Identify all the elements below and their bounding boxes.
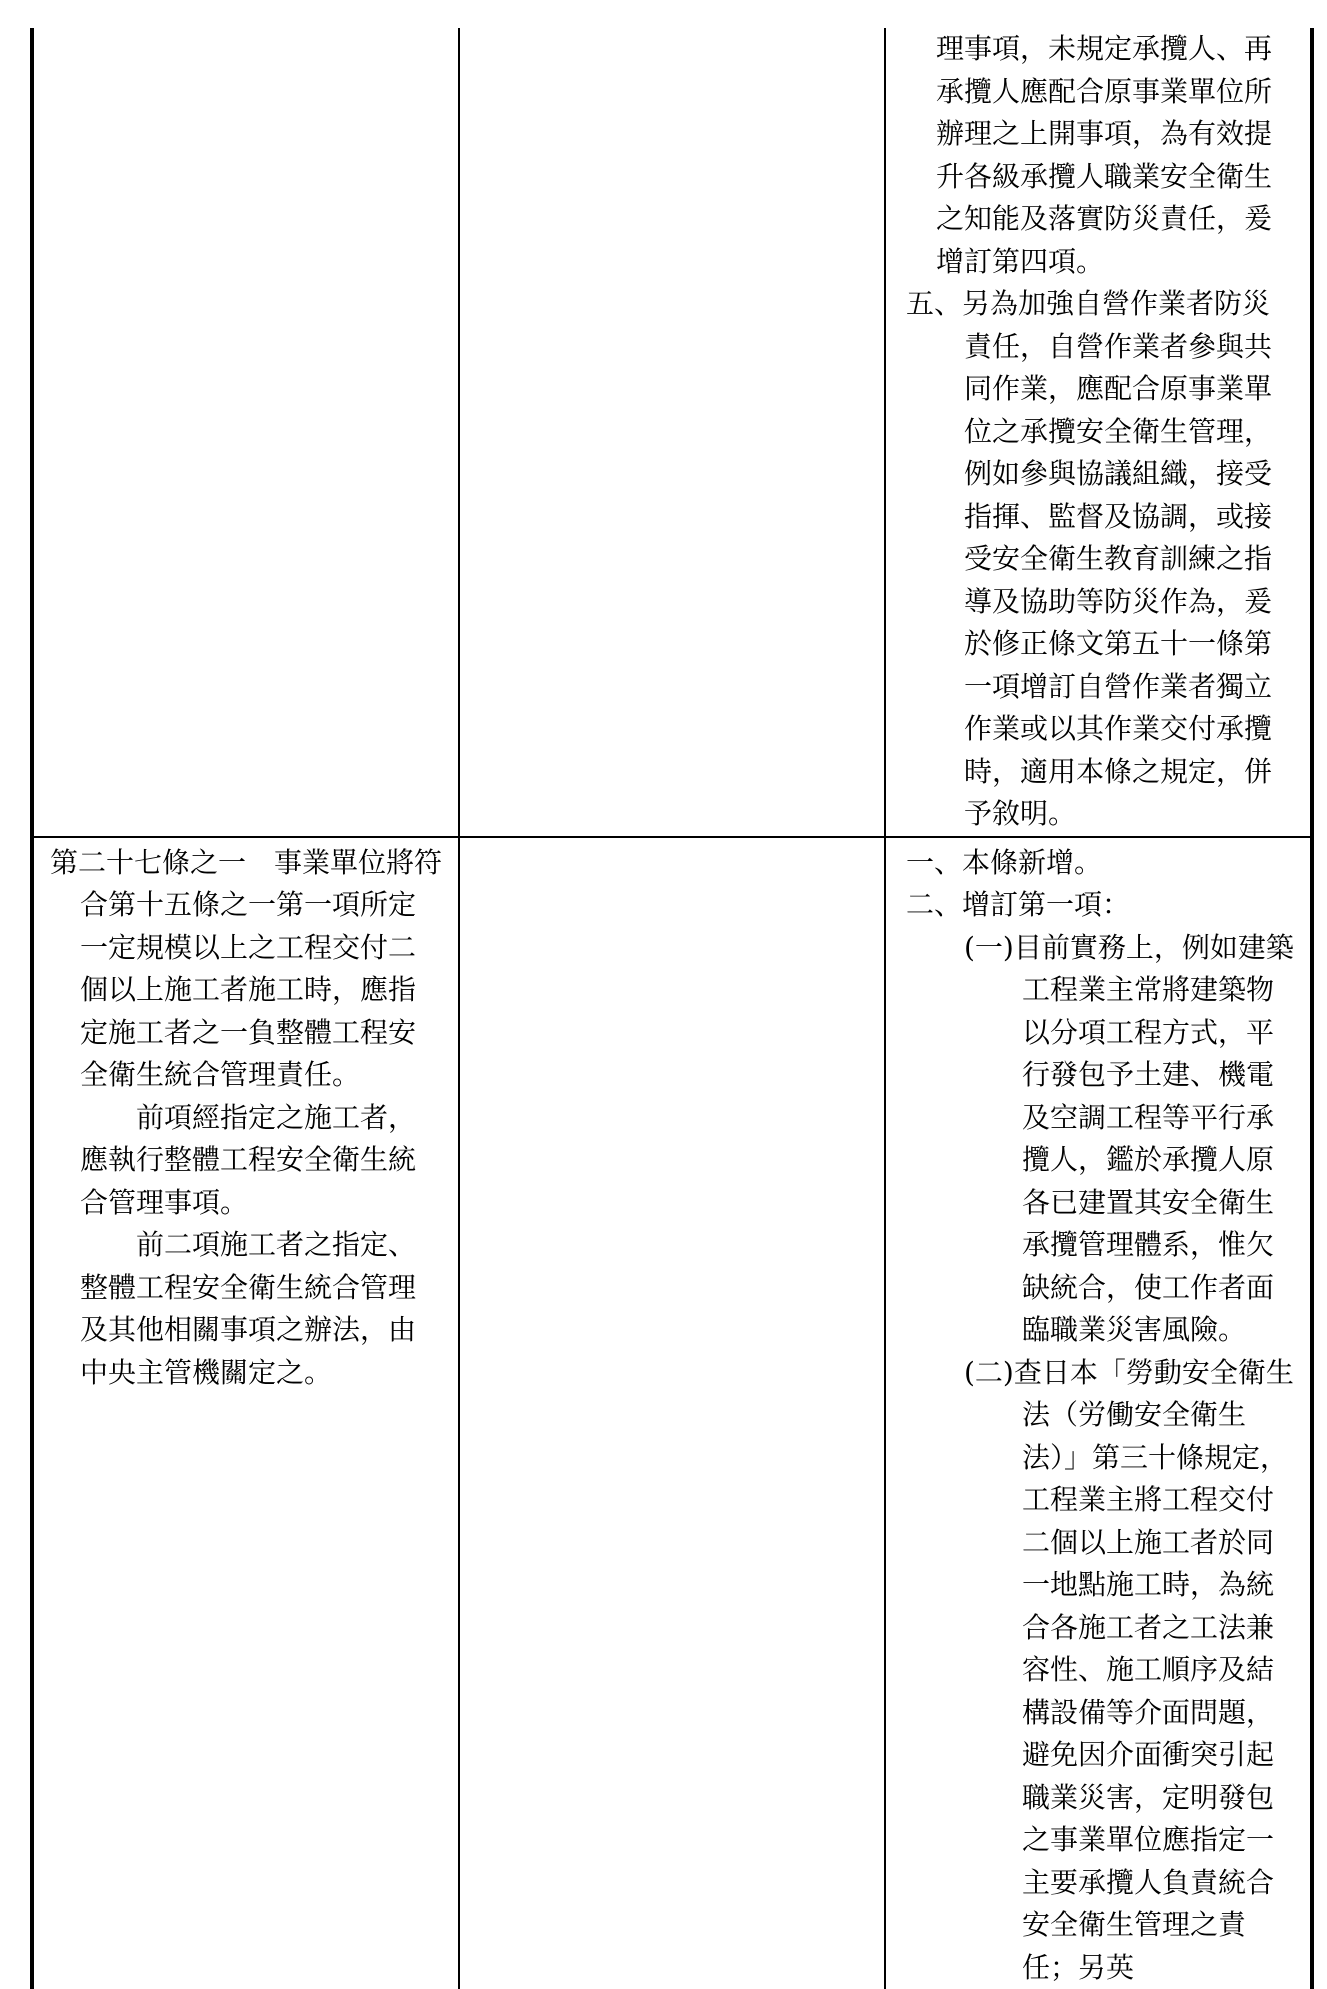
explanation-item-5: 五、另為加強自營作業者防災責任，自營作業者參與共同作業，應配合原事業單位之承攬安全衛生管理，例如參與協議組織，接受指揮、監督及協調，或接受安全衛生教育訓練之指導及協助等防災作為，爰於修正條文第五十一條第一項增訂自營作業者獨立作業或以其作業交付承攬時，適用本條之規定，併予敘明。 bbox=[906, 283, 1296, 836]
explanation-cell bbox=[885, 28, 1312, 837]
article-27-1-paragraph-1: 第二十七條之一 事業單位將符合第十五條之一第一項所定一定規模以上之工程交付二個以上施工者施工時，應指定施工者之一負整體工程安全衛生統合管理責任。 bbox=[50, 842, 442, 1097]
explanation-continued: 理事項，未規定承攬人、再承攬人應配合原事業單位所辦理之上開事項，為有效提升各級承攬人職業安全衛生之知能及落實防災責任，爰增訂第四項。 bbox=[906, 28, 1296, 283]
document-page bbox=[30, 28, 1302, 1898]
article-27-1-paragraph-3: 前二項施工者之指定、整體工程安全衛生統合管理及其他相關事項之辦法，由中央主管機關定之。 bbox=[50, 1224, 442, 1394]
comparison-table bbox=[30, 28, 1314, 1989]
table-row bbox=[32, 28, 1312, 837]
amended-text-cell bbox=[32, 837, 459, 1989]
table-row bbox=[32, 837, 1312, 1989]
explanation-item-1: 一、本條新增。 bbox=[906, 842, 1296, 885]
explanation-subitem-1: (一)目前實務上，例如建築工程業主常將建築物以分項工程方式，平行發包予土建、機電及空調工程等平行承攬人，鑑於承攬人原各已建置其安全衛生承攬管理體系，惟欠缺統合，使工作者面臨職業災害風險。 bbox=[906, 927, 1296, 1352]
amended-text-cell bbox=[32, 28, 459, 837]
explanation-subitem-2: (二)查日本「勞動安全衛生法（労働安全衛生法）」第三十條規定，工程業主將工程交付二個以上施工者於同一地點施工時，為統合各施工者之工法兼容性、施工順序及結構設備等介面問題，避免因介面衝突引起職業災害，定明發包之事業單位應指定一主要承攬人負責統合安全衛生管理之責任；另英 bbox=[906, 1352, 1296, 1989]
article-27-1-paragraph-2: 前項經指定之施工者，應執行整體工程安全衛生統合管理事項。 bbox=[50, 1097, 442, 1225]
explanation-cell bbox=[885, 837, 1312, 1989]
explanation-item-2: 二、增訂第一項： bbox=[906, 884, 1296, 927]
current-text-cell bbox=[459, 28, 885, 837]
current-text-cell bbox=[459, 837, 885, 1989]
